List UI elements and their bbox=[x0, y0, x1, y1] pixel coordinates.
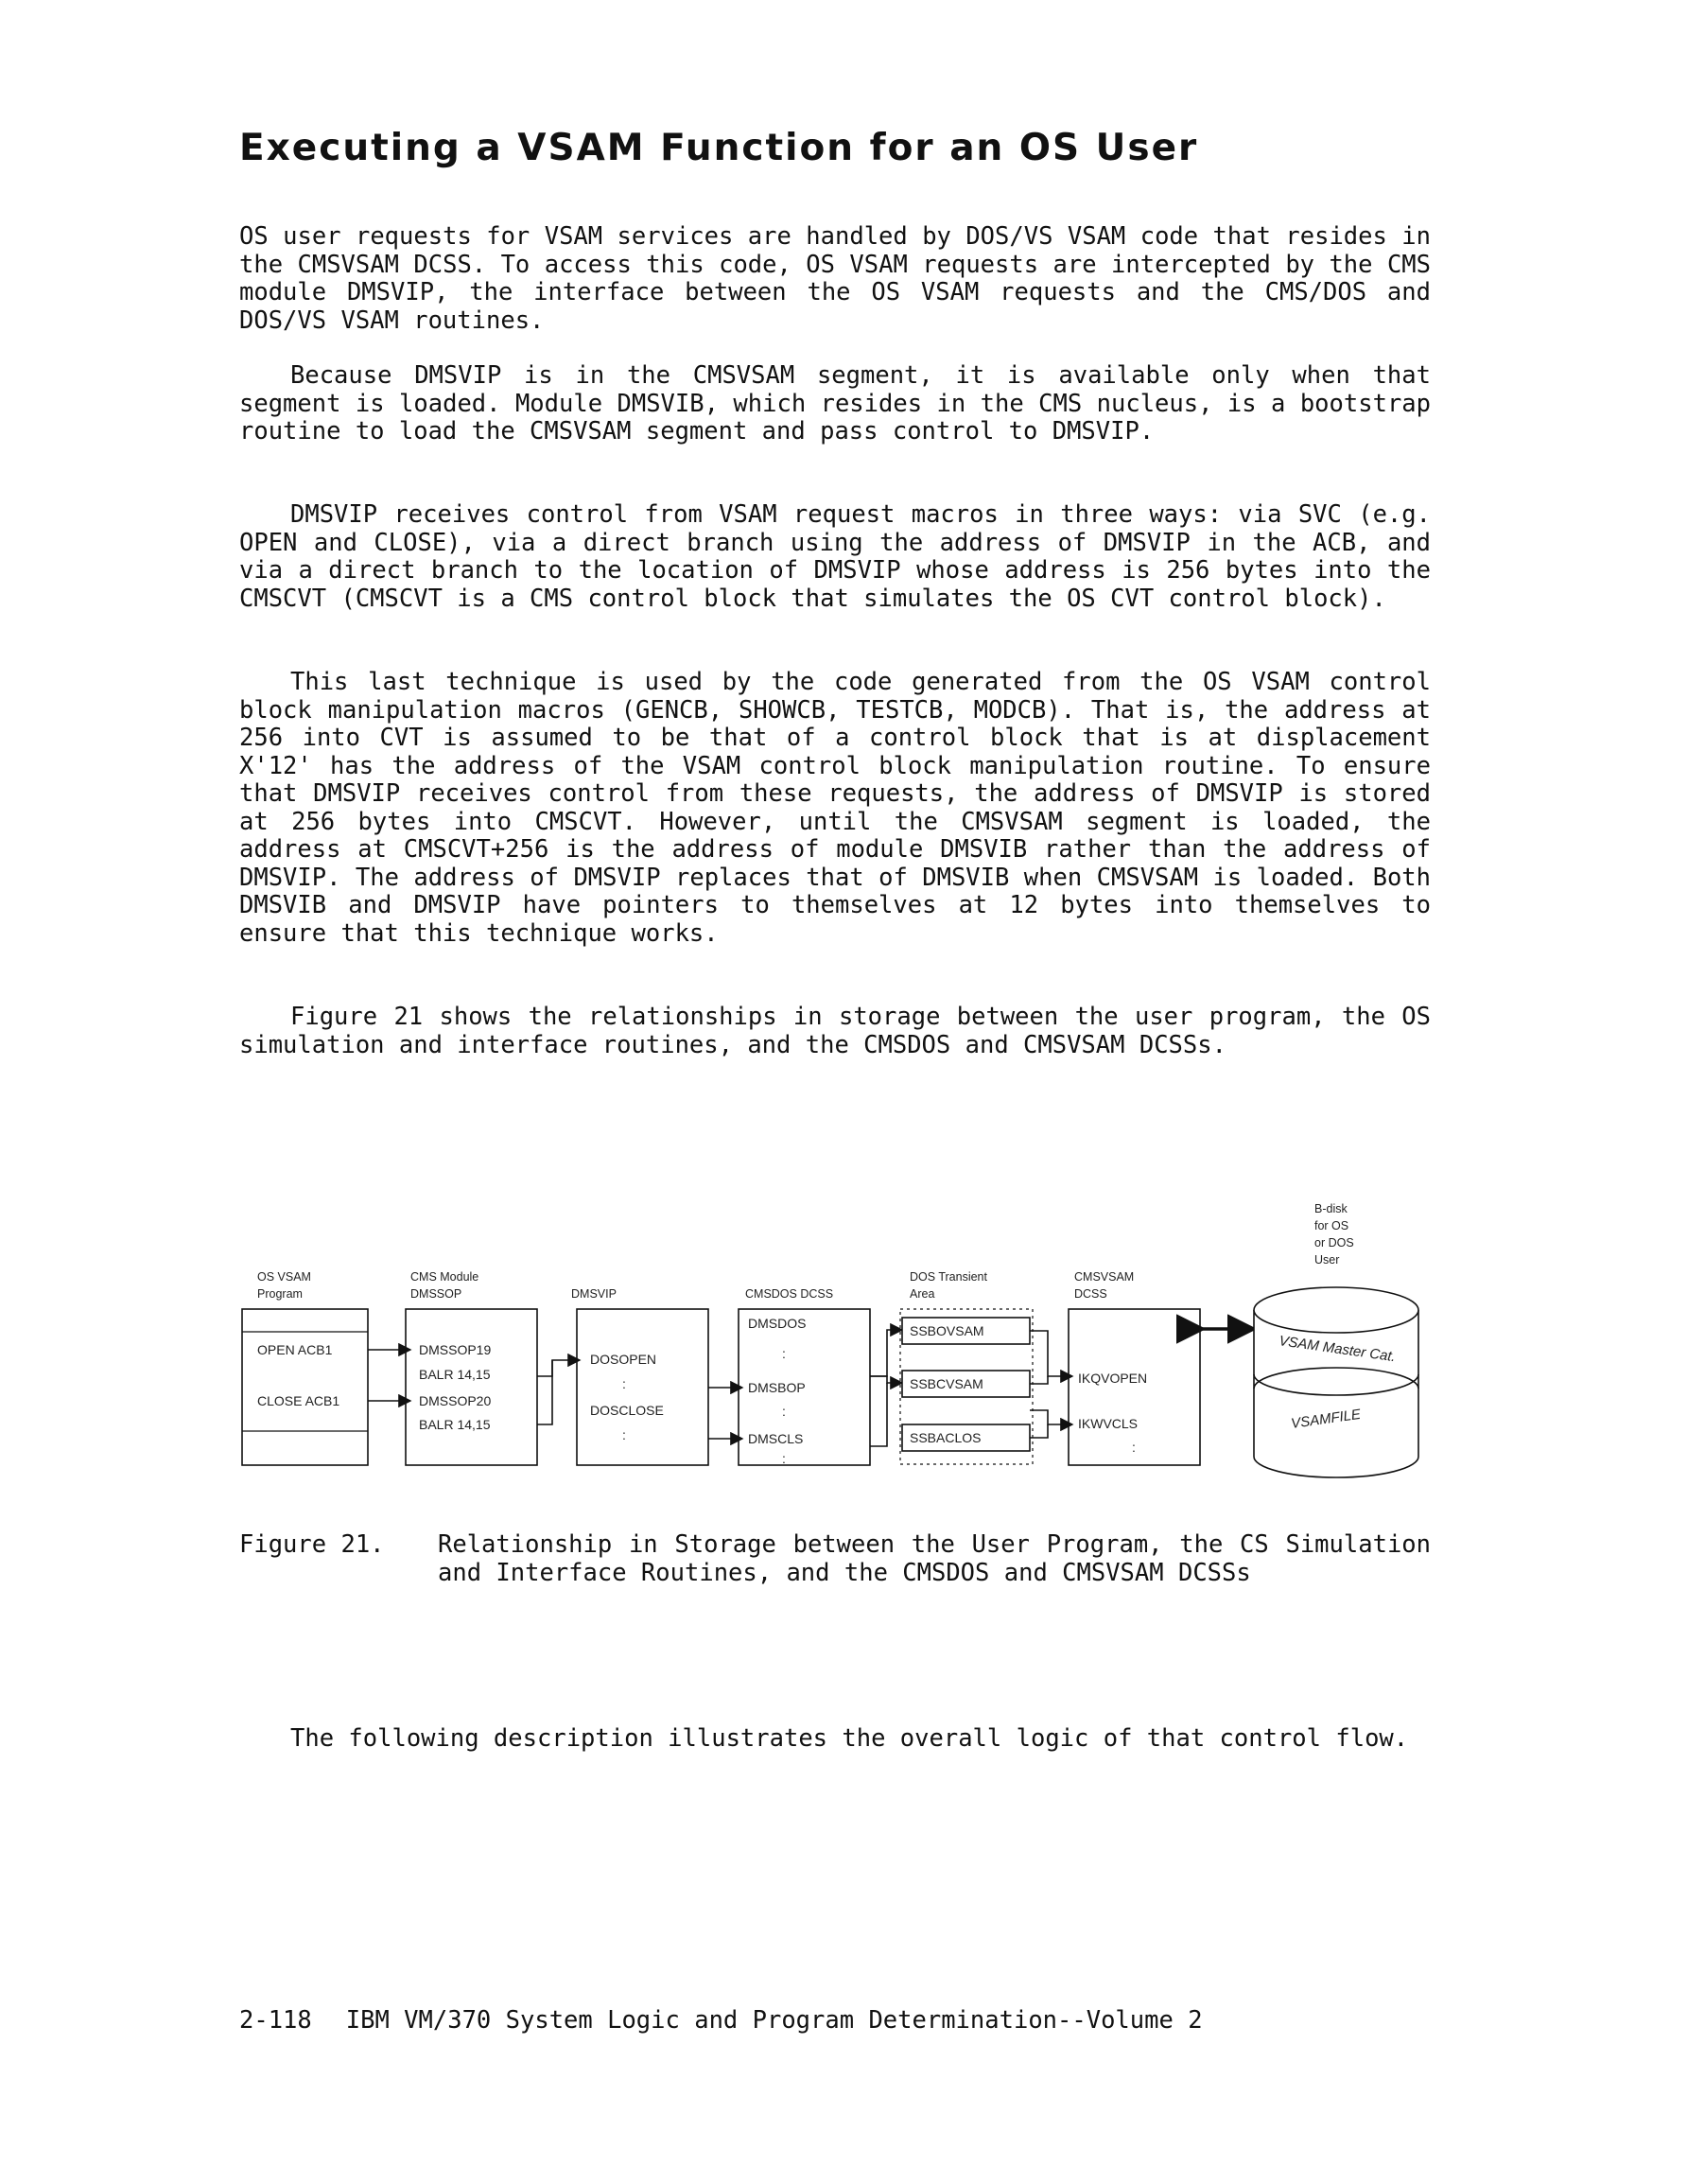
cmsdos-item: DMSBOP bbox=[748, 1380, 806, 1395]
os-vsam-item: OPEN ACB1 bbox=[257, 1342, 333, 1357]
os-vsam-box bbox=[242, 1309, 368, 1465]
col-cmsvsam-1: CMSVSAM bbox=[1074, 1270, 1135, 1284]
dmssop-item: DMSSOP20 bbox=[419, 1393, 492, 1408]
caption-number: Figure 21. bbox=[239, 1530, 385, 1559]
os-vsam-item: CLOSE ACB1 bbox=[257, 1393, 340, 1408]
col-bdisk-3: or DOS bbox=[1314, 1236, 1354, 1249]
col-cmsdos: CMSDOS DCSS bbox=[745, 1287, 834, 1301]
transient-item: SSBCVSAM bbox=[910, 1376, 983, 1391]
page-number: 2-118 bbox=[239, 2006, 312, 2035]
col-bdisk-1: B-disk bbox=[1314, 1202, 1348, 1215]
paragraph-text: This last technique is used by the code generated from the OS VSAM control block manipulation macros (GENCB, SHOWCB, TESTCB, MODCB). That is, the address at 256 into CVT is assumed to be that of a control block that is at displacement X'12' has the address of the VSAM control block manipulation routine. To ensure that DMSVIP receives control from these requests, the address of DMSVIP is stored at 256 bytes into CMSCVT. However, until the CMSVSAM segment is loaded, the address at CMSCVT+256 is the address of module DMSVIB rather than the address of DMSVIP. The address of DMSVIP replaces that of DMSVIB when CMSVSAM is loaded. Both DMSVIB and DMSVIP have pointers to themselves at 12 bytes into themselves to ensure that this technique works. bbox=[239, 668, 1431, 948]
svg-text::: : bbox=[1132, 1440, 1136, 1455]
cmsdos-item: : bbox=[782, 1346, 786, 1361]
caption-text: Relationship in Storage between the User Program, the CS Simulation and Interface Routines, and the CMSDOS and CMSVSAM DCSSs bbox=[438, 1530, 1431, 1587]
col-cms-module-1: CMS Module bbox=[410, 1270, 479, 1284]
col-bdisk-2: for OS bbox=[1314, 1219, 1349, 1232]
dmssop-item: BALR 14,15 bbox=[419, 1367, 491, 1382]
disk-label: VSAMFILE bbox=[1290, 1406, 1363, 1432]
dmsvip-item: : bbox=[622, 1427, 626, 1442]
dmsvip-item: DOSOPEN bbox=[590, 1352, 657, 1367]
page-title: Executing a VSAM Function for an OS User bbox=[239, 127, 1199, 169]
col-bdisk-4: User bbox=[1314, 1253, 1340, 1267]
col-dos-transient-2: Area bbox=[910, 1287, 935, 1301]
col-os-vsam-1: OS VSAM bbox=[257, 1270, 311, 1284]
dmsvip-box bbox=[577, 1309, 708, 1465]
col-os-vsam-2: Program bbox=[257, 1287, 303, 1301]
paragraph-text: OS user requests for VSAM services are handled by DOS/VS VSAM code that resides in the CMSVSAM DCSS. To access this code, OS VSAM requests are intercepted by the CMS module DMSVIP, the interface between the OS VSAM requests and the CMS/DOS and DOS/VS VSAM routines. bbox=[239, 222, 1431, 335]
paragraph-text: The following description illustrates the overall logic of that control flow. bbox=[290, 1724, 1409, 1753]
cmsdos-item: : bbox=[782, 1404, 786, 1419]
paragraph-text: DMSVIP receives control from VSAM request macros in three ways: via SVC (e.g. OPEN and CLOSE), via a direct branch using the address of DMSVIP in the ACB, and via a direct branch to the location of DMSVIP whose address is 256 bytes into the CMSCVT (CMSCVT is a CMS control block that simulates the OS CVT control block). bbox=[239, 500, 1431, 613]
paragraph-text: Figure 21 shows the relationships in storage between the user program, the OS simulation and interface routines, and the CMSDOS and CMSVSAM DCSSs. bbox=[239, 1003, 1431, 1059]
cmsvsam-item: IKQVOPEN bbox=[1078, 1371, 1148, 1386]
cmsdos-item: DMSCLS bbox=[748, 1431, 804, 1446]
paragraph-text: Because DMSVIP is in the CMSVSAM segment, it is available only when that segment is loaded. Module DMSVIB, which resides in the CMS nucleus, is a bootstrap routine to load the CMSVSAM segment and pass control to DMSVIP. bbox=[239, 361, 1431, 446]
dmsvip-item: : bbox=[622, 1376, 626, 1391]
col-dos-transient-1: DOS Transient bbox=[910, 1270, 987, 1284]
cmsvsam-item: IKWVCLS bbox=[1078, 1416, 1139, 1431]
disk-icon bbox=[1254, 1287, 1418, 1477]
dmssop-box bbox=[406, 1309, 537, 1465]
transient-item: SSBOVSAM bbox=[910, 1323, 984, 1338]
dmssop-item: DMSSOP19 bbox=[419, 1342, 492, 1357]
dmssop-item: BALR 14,15 bbox=[419, 1417, 491, 1432]
col-cmsvsam-2: DCSS bbox=[1074, 1287, 1107, 1301]
cmsdos-item: : bbox=[782, 1451, 786, 1466]
closing-paragraph bbox=[239, 1725, 1431, 1754]
book-title: IBM VM/370 System Logic and Program Determination--Volume 2 bbox=[345, 2006, 1203, 2035]
page-footer bbox=[239, 2006, 1203, 2035]
dmsvip-item: DOSCLOSE bbox=[590, 1403, 664, 1418]
cmsdos-item: DMSDOS bbox=[748, 1316, 807, 1331]
col-dmsvip: DMSVIP bbox=[571, 1287, 617, 1301]
col-cms-module-2: DMSSOP bbox=[410, 1287, 462, 1301]
disk-label: VSAM Master Cat. bbox=[1278, 1333, 1397, 1366]
transient-item: SSBACLOS bbox=[910, 1430, 982, 1445]
